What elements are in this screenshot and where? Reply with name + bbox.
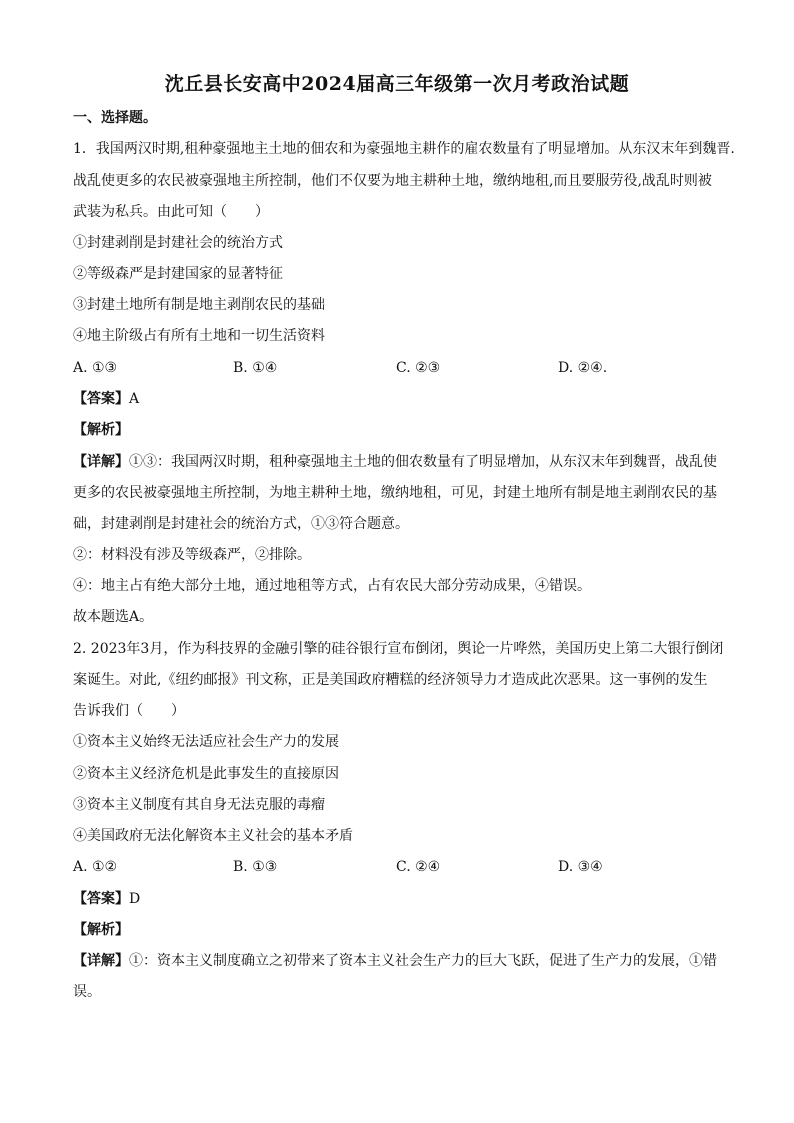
q1-answer (73, 390, 728, 408)
q1-detail-tag: 【详解】 (73, 454, 129, 470)
q2-answer (73, 890, 728, 908)
q2-detail-line-1 (73, 952, 728, 970)
q1-detail-line-5: ④：地主占有绝大部分土地，通过地租等方式，占有农民大部分劳动成果，④错误。 (73, 578, 591, 594)
q1-stem-line-1: 1．我国两汉时期,租种豪强地主土地的佃农和为豪强地主耕作的雇农数量有了明显增加。从东汉末年到魏晋. (73, 141, 735, 157)
q1-option-a: A. ①③ (73, 360, 118, 376)
q2-item-4: ④美国政府无法化解资本主义社会的基本矛盾 (73, 828, 353, 844)
q1-detail-line-2: 更多的农民被豪强地主所控制，为地主耕种土地，缴纳地租，可见，封建土地所有制是地主剥削农民的基 (73, 485, 717, 501)
q1-answer-value: A (129, 391, 140, 407)
q1-detail-text-1: ①③：我国两汉时期，租种豪强地主土地的佃农数量有了明显增加，从东汉末年到魏晋，战乱使 (129, 454, 717, 470)
q1-detail-line-4: ②：材料没有涉及等级森严，②排除。 (73, 547, 311, 563)
q2-stem-line-3: 告诉我们（ ） (73, 703, 185, 719)
q2-item-2: ②资本主义经济危机是此事发生的直接原因 (73, 766, 339, 782)
q2-analysis-tag: 【解析】 (73, 922, 129, 938)
q2-option-b: B. ①③ (233, 859, 278, 875)
q1-stem-line-3: 武装为私兵。由此可知（ ） (73, 204, 269, 220)
q1-item-1: ①封建剥削是封建社会的统治方式 (73, 235, 283, 251)
q1-option-b: B. ①④ (233, 360, 278, 376)
q2-option-c: C. ②④ (396, 859, 441, 875)
q1-option-c: C. ②③ (396, 360, 441, 376)
q1-detail-line-6: 故本题选A。 (73, 609, 154, 625)
q1-stem-line-2: 战乱使更多的农民被豪强地主所控制，他们不仅要为地主耕种土地，缴纳地租,而且要服劳役,战乱时则被 (73, 173, 712, 189)
q2-detail-text-1: ①：资本主义制度确立之初带来了资本主义社会生产力的巨大飞跃，促进了生产力的发展，①错 (129, 953, 717, 969)
q1-detail-line-3: 础，封建剥削是封建社会的统治方式，①③符合题意。 (73, 516, 409, 532)
q2-item-3: ③资本主义制度有其自身无法克服的毒瘤 (73, 797, 325, 813)
q2-answer-tag: 【答案】 (73, 891, 129, 907)
q2-option-a: A. ①② (73, 859, 118, 875)
section-heading: 一、选择题。 (73, 110, 157, 126)
q2-detail-line-2: 误。 (73, 984, 101, 1000)
q1-item-2: ②等级森严是封建国家的显著特征 (73, 266, 283, 282)
q1-analysis-tag: 【解析】 (73, 422, 129, 438)
q2-answer-value: D (129, 891, 141, 907)
q2-detail-tag: 【详解】 (73, 953, 129, 969)
q1-item-4: ④地主阶级占有所有土地和一切生活资料 (73, 328, 325, 344)
q1-item-3: ③封建土地所有制是地主剥削农民的基础 (73, 297, 325, 313)
page-title: 沈丘县长安高中2024届高三年级第一次月考政治试题 (164, 73, 630, 95)
q2-item-1: ①资本主义始终无法适应社会生产力的发展 (73, 734, 339, 750)
q1-detail-line-1 (73, 453, 728, 471)
q2-stem-line-2: 案诞生。对此,《纽约邮报》刊文称，正是美国政府糟糕的经济领导力才造成此次恶果。这一事例的发生 (73, 672, 708, 688)
q1-option-d: D. ②④. (558, 360, 608, 376)
q2-option-d: D. ③④ (558, 859, 603, 875)
q2-stem-line-1: 2. 2023年3月，作为科技界的金融引擎的硅谷银行宣布倒闭，舆论一片哗然，美国历史上第二大银行倒闭 (73, 641, 724, 657)
q1-answer-tag: 【答案】 (73, 391, 129, 407)
